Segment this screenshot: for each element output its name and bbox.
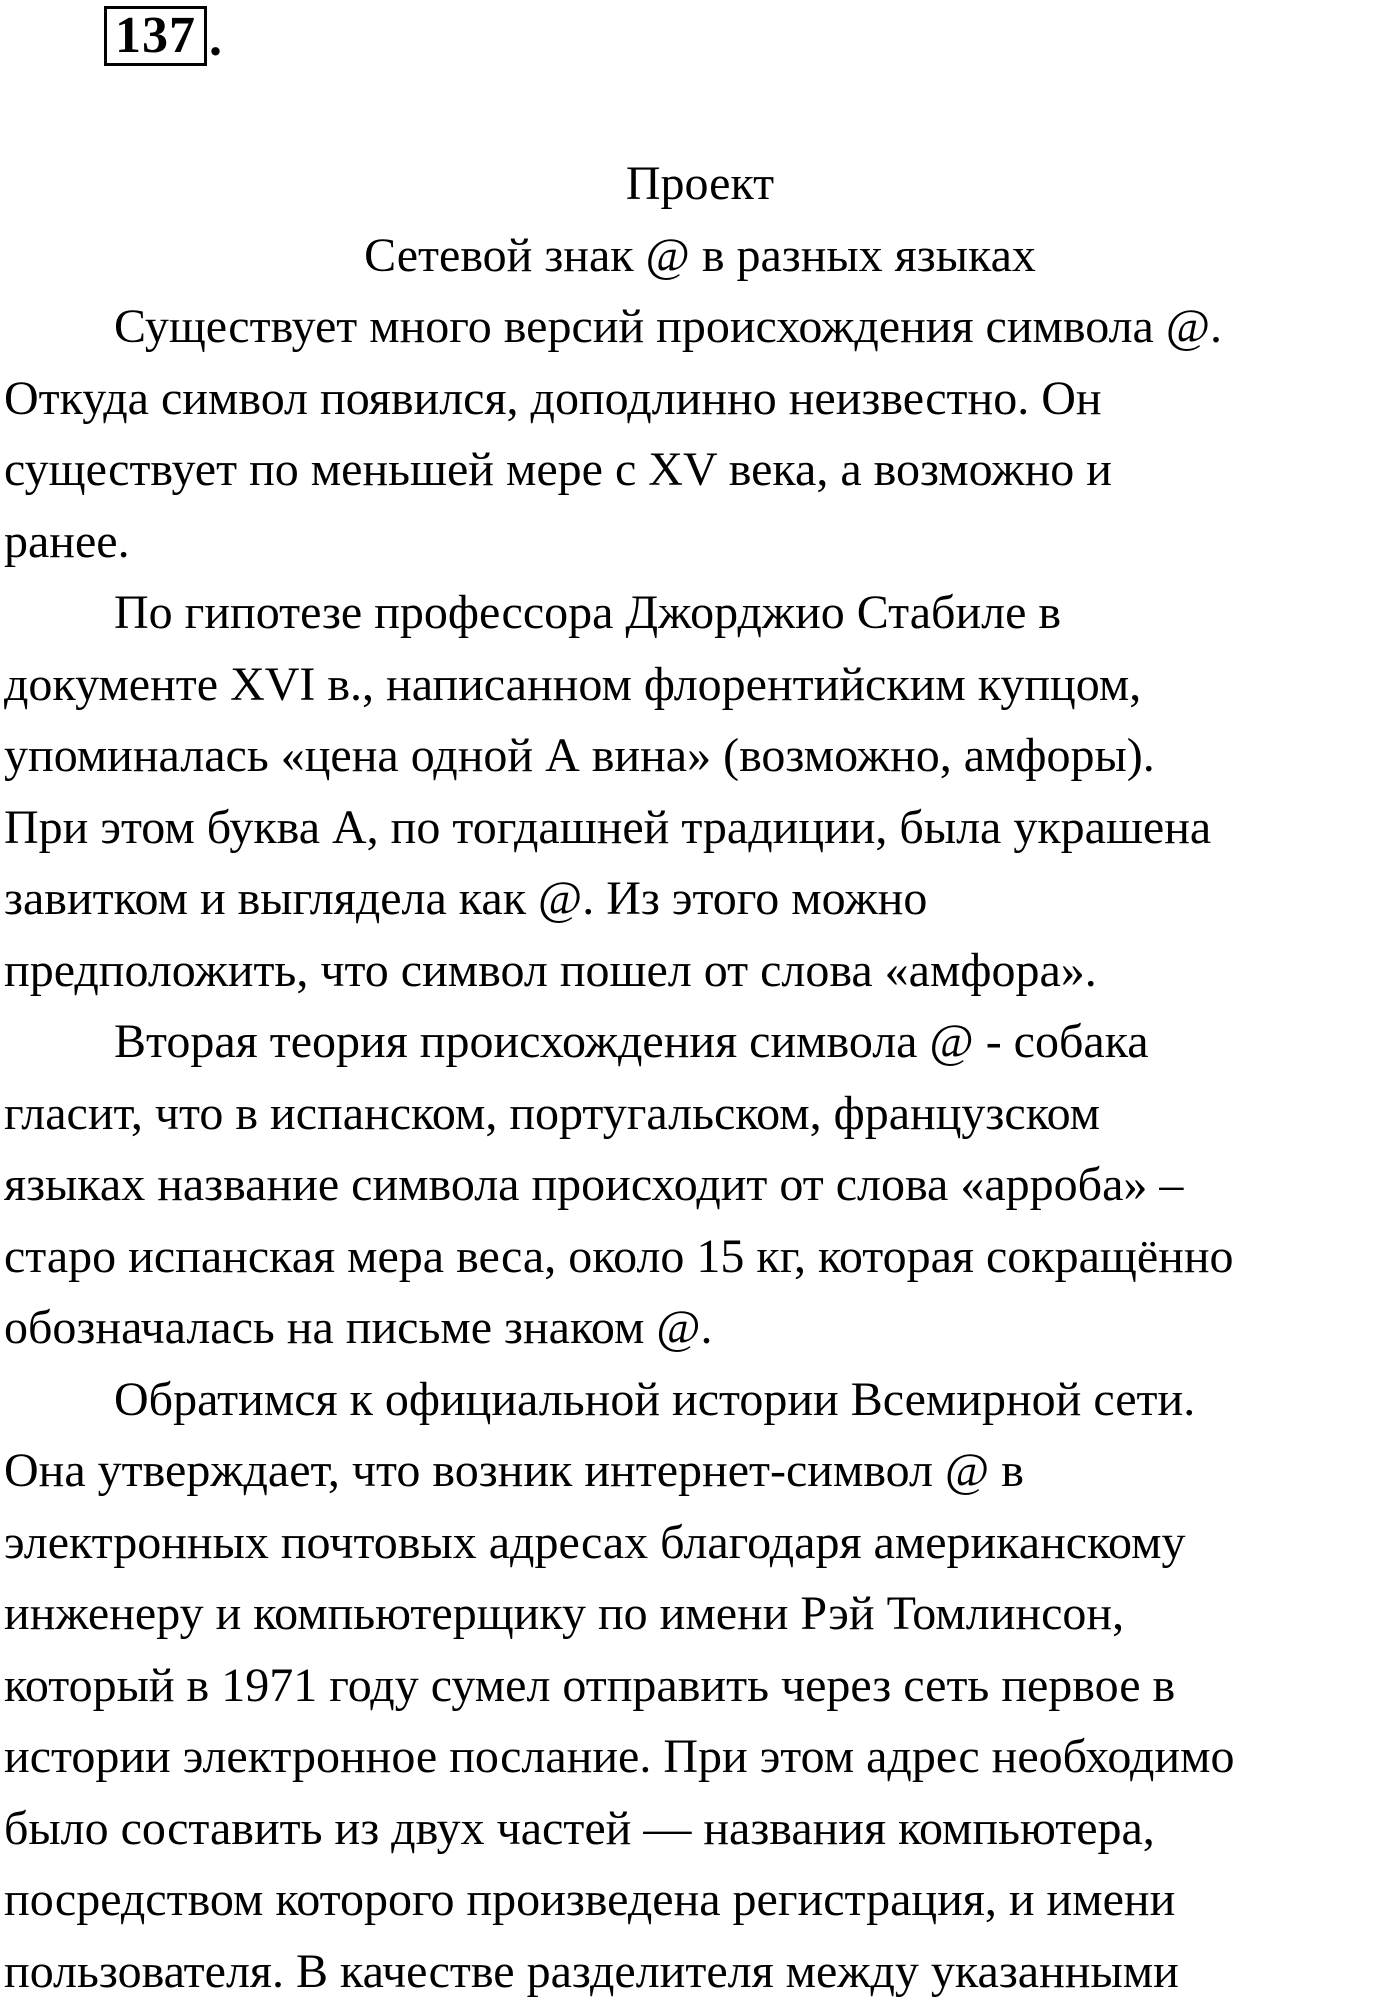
- exercise-number-dot: .: [209, 12, 222, 66]
- paragraph-stabile-hypothesis: По гипотезе профессора Джорджио Стабиле в документе XVI в., написанном флорентийским купцом, упоминалась «цена одной А вина» (возможно, амфоры). При этом буква А, по тогдашней традиции, была украшена завитком и выглядела как @. Из этого можно предположить, что символ пошел от слова «амфора».: [4, 577, 1396, 1006]
- paragraph-origin: Существует много версий происхождения символа @. Откуда символ появился, доподлинно неизвестно. Он существует по меньшей мере с XV века, а возможно и ранее.: [4, 291, 1396, 577]
- exercise-number-label: [104, 6, 222, 66]
- document-title: Проект: [4, 148, 1396, 220]
- exercise-number-box: 137: [104, 6, 207, 66]
- document-subtitle: Сетевой знак @ в разных языках: [4, 220, 1396, 292]
- paragraph-tomlinson-history: Обратимся к официальной истории Всемирной сети. Она утверждает, что возник интернет-символ @ в электронных почтовых адресах благодаря американскому инженеру и компьютерщику по имени Рэй Томлинсон, который в 1971 году сумел отправить через сеть первое в истории электронное послание. При этом адрес необходимо было составить из двух частей — названия компьютера, посредством которого произведена регистрация, и имени пользователя. В качестве разделителя между указанными: [4, 1364, 1396, 2007]
- document-body: [4, 148, 1396, 2007]
- paragraph-arroba-theory: Вторая теория происхождения символа @ - собака гласит, что в испанском, португальском, французском языках название символа происходит от слова «арроба» – старо испанская мера веса, около 15 кг, которая сокращённо обозначалась на письме знаком @.: [4, 1006, 1396, 1364]
